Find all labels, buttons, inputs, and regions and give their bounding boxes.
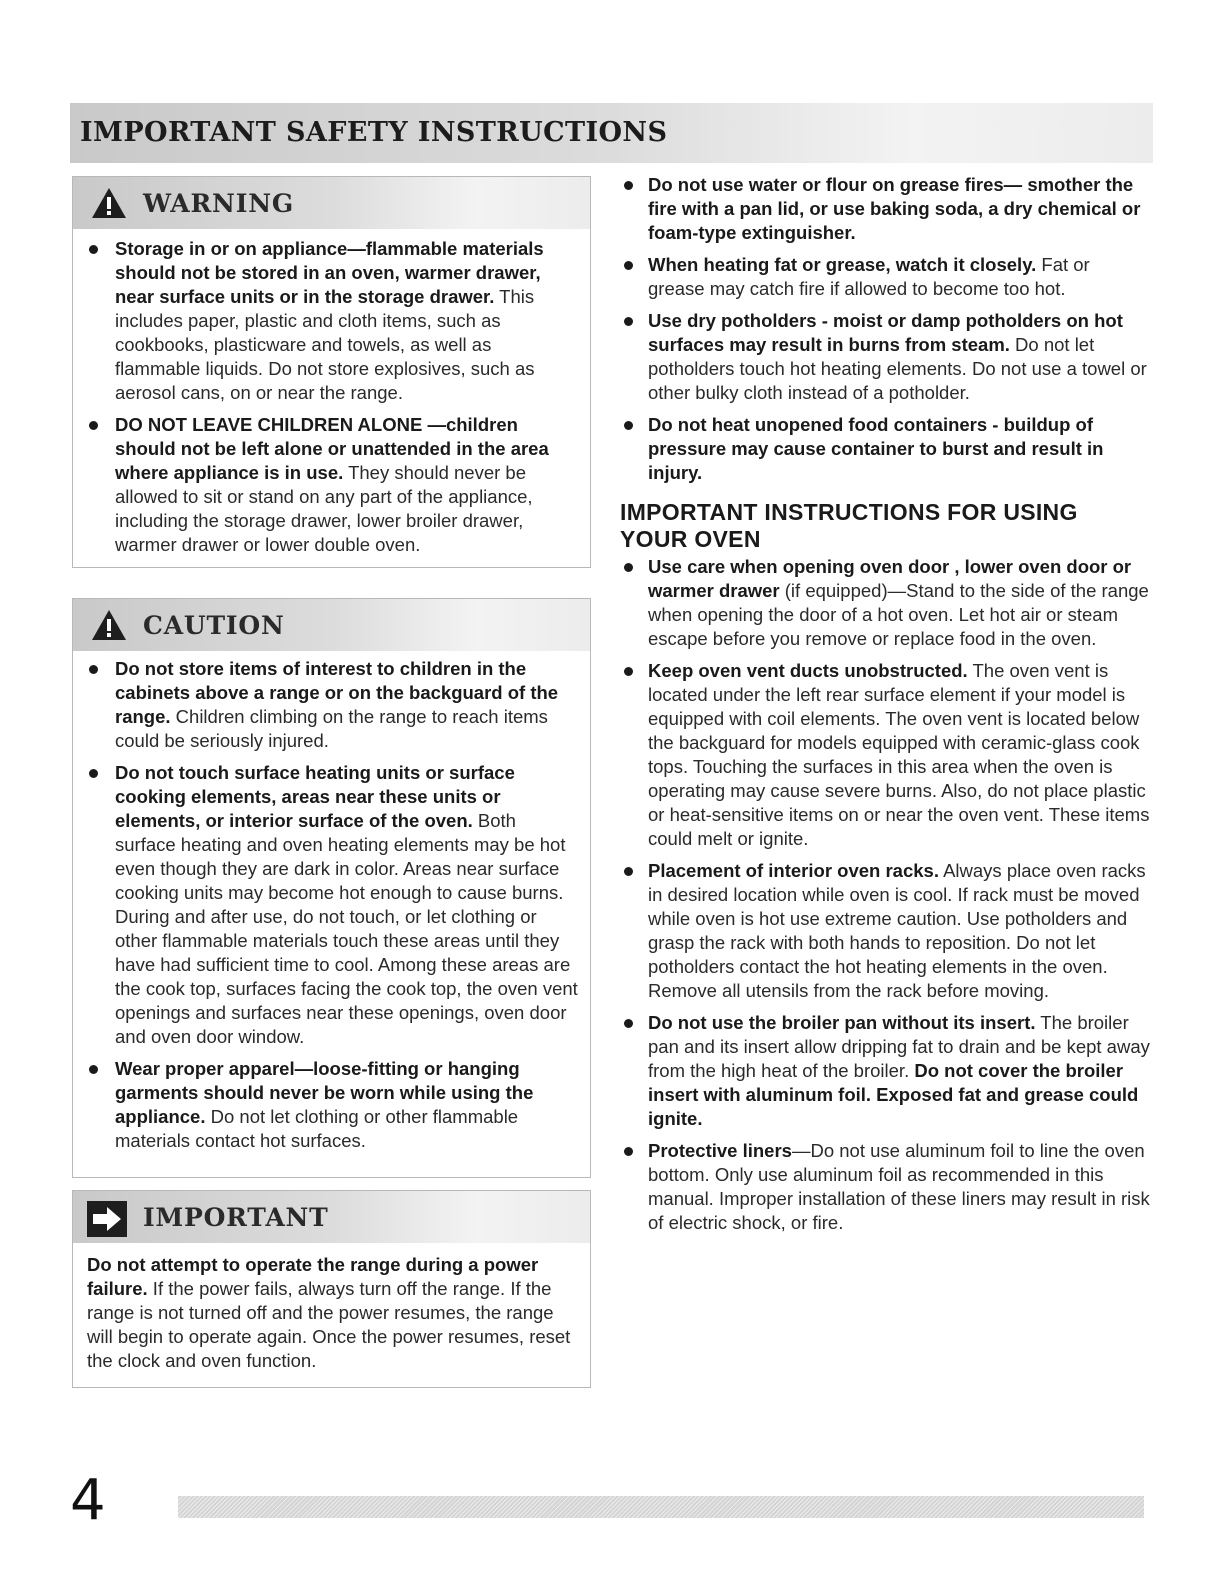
important-text (87, 1253, 578, 1373)
list-item (620, 1011, 1150, 1131)
important-body: If the power fails, always turn off the range. If the range is not turned off and the power resumes, the range will begin to operate again. Once the power resumes, reset the clock and oven function. (87, 1278, 571, 1371)
item-heading: Do not store items of interest to children in the cabinets above a range or on the backguard of the range. (115, 658, 559, 727)
item-heading: Protective liners (648, 1140, 792, 1161)
item-heading: Do not use the broiler pan without its insert. (648, 1012, 1036, 1033)
bullet-icon (624, 317, 633, 326)
item-heading: When heating fat or grease, watch it closely. (648, 254, 1037, 275)
list-item (77, 657, 580, 753)
list-item (620, 253, 1150, 301)
bullet-icon (89, 421, 98, 430)
bullet-icon (89, 245, 98, 254)
list-item (620, 555, 1150, 651)
item-heading: Do not touch surface heating units or surface cooking elements, areas near these units or elements, or interior surface of the oven. (115, 762, 515, 831)
bullet-icon (624, 261, 633, 270)
important-header (73, 1191, 590, 1243)
caution-box (72, 598, 591, 1178)
item-heading: Use dry potholders - moist or damp potholders on hot surfaces may result in burns from steam. (648, 310, 1123, 355)
bullet-icon (624, 867, 633, 876)
list-item (77, 1057, 580, 1153)
list-item (620, 413, 1150, 485)
right-column (620, 173, 1150, 1243)
item-body: The broiler pan and its insert allow dripping fat to drain and be kept away from the high heat of the broiler. (648, 1012, 1150, 1081)
item-heading: Do not heat unopened food containers - buildup of pressure may cause container to burst and result in injury. (648, 414, 1104, 483)
oven-instructions-list (620, 555, 1150, 1235)
section-banner (70, 103, 1153, 163)
bullet-icon (624, 1019, 633, 1028)
item-heading: Storage in or on appliance—flammable materials should not be stored in an oven, warmer drawer, near surface units or in the storage drawer. (115, 238, 544, 307)
item-body: Both surface heating and oven heating elements may be hot even though they are dark in color. Areas near surface cooking units may become hot enough to cause burns. During and after use, do not touch, or let clothing or other flammable materials touch these areas until they have had sufficient time to cool. Among these areas are the cook top, surfaces facing the cook top, the oven vent openings and surfaces near these openings, oven door and oven door window. (115, 810, 578, 1047)
list-item (77, 237, 580, 405)
item-body: Always place oven racks in desired location while oven is cool. If rack must be moved while oven is hot use extreme caution. Use potholders and grasp the rack with both hands to reposition. Do not let potholders contact the hot heating elements in the oven. Remove all utensils from the rack before moving. (648, 860, 1146, 1001)
bullet-icon (624, 667, 633, 676)
item-heading: Do not use water or flour on grease fires— smother the fire with a pan lid, or use baking soda, a dry chemical or foam-type extinguisher. (648, 174, 1141, 243)
list-item (77, 413, 580, 557)
warning-title: WARNING (143, 189, 294, 218)
bullet-icon (624, 181, 633, 190)
item-warning: Do not cover the broiler insert with aluminum foil. Exposed fat and grease could ignite. (648, 1060, 1139, 1129)
list-item (620, 173, 1150, 245)
list-item (620, 1139, 1150, 1235)
warning-list (77, 237, 580, 565)
bullet-icon (89, 1065, 98, 1074)
item-body: The oven vent is located under the left rear surface element if your model is equipped with coil elements. The oven vent is located below the backguard for models equipped with ceramic-glass cook tops. Touching the surfaces in this area when the oven is operating may cause severe burns. Also, do not place plastic or heat-sensitive items on or near the oven vent. These items could melt or ignite. (648, 660, 1150, 849)
item-heading: Keep oven vent ducts unobstructed. (648, 660, 968, 681)
section-subheading: IMPORTANT INSTRUCTIONS FOR USING YOUR OVEN (620, 499, 1078, 552)
item-body: (if equipped)—Stand to the side of the range when opening the door of a hot oven. Let hot air or steam escape before you remove or replace food in the oven. (648, 580, 1149, 649)
item-heading: DO NOT LEAVE CHILDREN ALONE —children should not be left alone or unattended in the area where appliance is in use. (115, 414, 549, 483)
item-body: Do not let clothing or other flammable materials contact hot surfaces. (115, 1106, 519, 1151)
caution-list (77, 657, 580, 1161)
bullet-icon (624, 1147, 633, 1156)
warning-box (72, 176, 591, 568)
important-box (72, 1190, 591, 1388)
bullet-icon (624, 563, 633, 572)
bullet-icon (89, 665, 98, 674)
item-body: Children climbing on the range to reach items could be seriously injured. (115, 706, 548, 751)
item-body: —Do not use aluminum foil to line the oven bottom. Only use aluminum foil as recommended in this manual. Improper installation of these liners may result in risk of electric shock, or fire. (648, 1140, 1150, 1233)
warning-triangle-icon (91, 609, 127, 641)
caution-title: CAUTION (143, 611, 285, 640)
item-heading: Use care when opening oven door , lower oven door or warmer drawer (648, 556, 1132, 601)
page-title: IMPORTANT SAFETY INSTRUCTIONS (80, 117, 668, 148)
footer-bar (178, 1496, 1144, 1518)
item-body: This includes paper, plastic and cloth items, such as cookbooks, plasticware and towels, as well as flammable liquids. Do not store explosives, such as aerosol cans, on or near the range. (115, 286, 535, 403)
warning-header (73, 177, 590, 229)
bullet-icon (89, 769, 98, 778)
page-number: 4 (70, 1468, 106, 1533)
item-heading: Placement of interior oven racks. (648, 860, 939, 881)
caution-header (73, 599, 590, 651)
warning-triangle-icon (91, 187, 127, 219)
list-item (620, 659, 1150, 851)
important-heading: Do not attempt to operate the range during a power failure. (87, 1254, 539, 1299)
important-title: IMPORTANT (143, 1203, 329, 1232)
item-body: They should never be allowed to sit or stand on any part of the appliance, including the storage drawer, lower broiler drawer, warmer drawer or lower double oven. (115, 462, 533, 555)
item-heading: Wear proper apparel—loose-fitting or hanging garments should never be worn while using the appliance. (115, 1058, 534, 1127)
bullet-icon (624, 421, 633, 430)
list-item (620, 859, 1150, 1003)
arrow-right-icon (87, 1201, 127, 1237)
list-item (77, 761, 580, 1049)
item-body: Do not let potholders touch hot heating elements. Do not use a towel or other bulky cloth instead of a potholder. (648, 334, 1147, 403)
grease-fire-list (620, 173, 1150, 485)
list-item (620, 309, 1150, 405)
item-body: Fat or grease may catch fire if allowed to become too hot. (648, 254, 1090, 299)
